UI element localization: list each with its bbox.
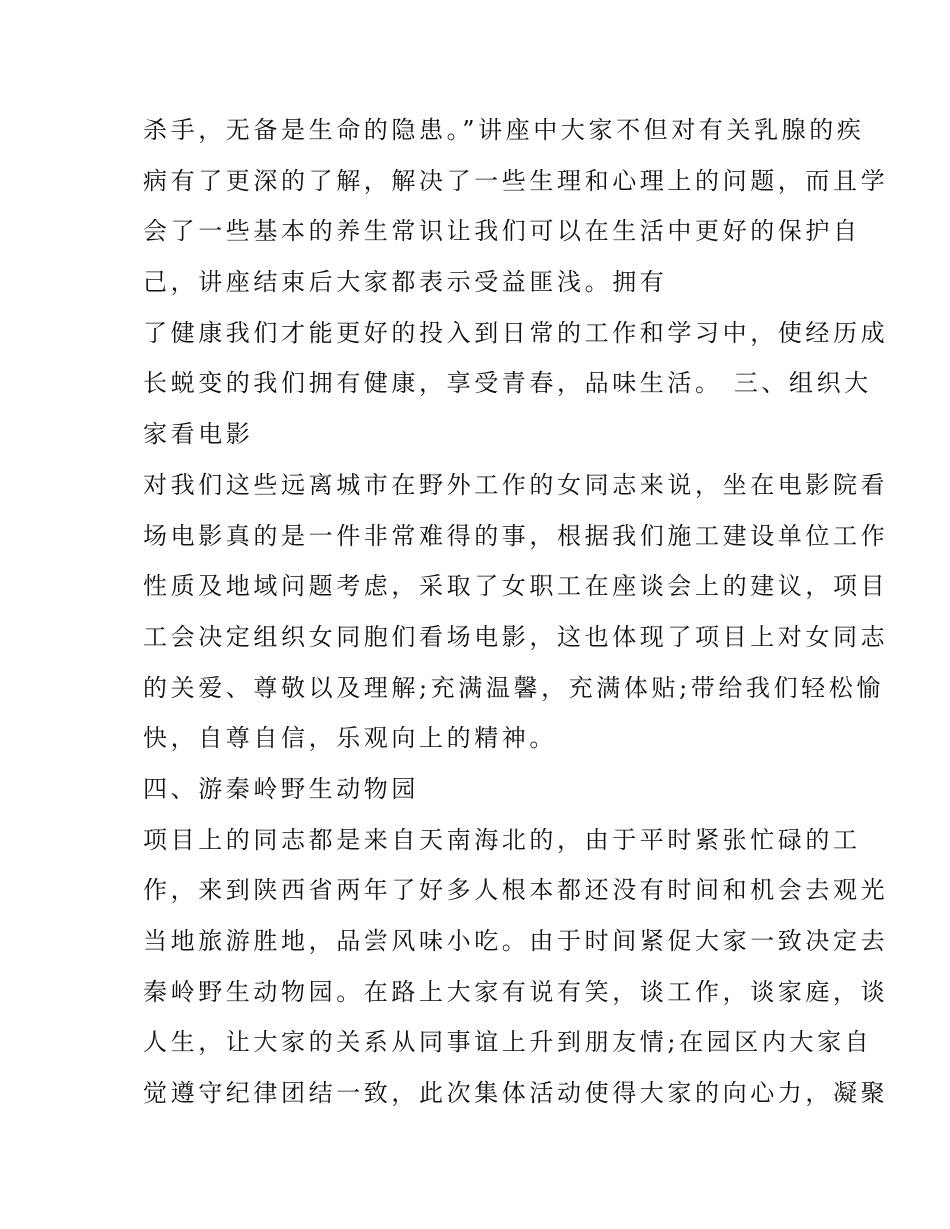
text-line: 觉遵守纪律团结一致，此次集体活动使得大家的向心力，凝聚 [143,1079,889,1108]
text-line: 长蜕变的我们拥有健康，享受青春，品味生活。 三、组织大 [143,369,872,398]
text-line: 快，自尊自信，乐观向上的精神。 [143,724,557,753]
text-line: 秦岭野生动物园。在路上大家有说有笑，谈工作，谈家庭，谈 [143,977,889,1006]
text-line: 性质及地域问题考虑，采取了女职工在座谈会上的建议，项目 [143,572,889,601]
text-line: 项目上的同志都是来自天南海北的，由于平时紧张忙碌的工 [143,825,861,854]
section-heading-line: 家看电影 [143,420,254,449]
text-line: 的关爱、尊敬以及理解;充满温馨，充满体贴;带给我们轻松愉 [143,673,884,702]
text-line: 己，讲座结束后大家都表示受益匪浅。拥有 [143,268,668,297]
text-line: 人生，让大家的关系从同事谊上升到朋友情;在园区内大家自 [143,1028,873,1057]
text-line: 了健康我们才能更好的投入到日常的工作和学习中，使经历成 [143,318,889,347]
document-body [143,105,889,1119]
text-line: 作，来到陕西省两年了好多人根本都还没有时间和机会去观光 [143,876,889,905]
text-line: 场电影真的是一件非常难得的事，根据我们施工建设单位工作 [143,521,889,550]
text-line: 当地旅游胜地，品尝风味小吃。由于时间紧促大家一致决定去 [143,927,889,955]
text-line: 杀手，无备是生命的隐患。”讲座中大家不但对有关乳腺的疾 [143,116,865,144]
text-line: 对我们这些远离城市在野外工作的女同志来说，坐在电影院看 [143,470,889,499]
text-line: 会了一些基本的养生常识让我们可以在生活中更好的保护自 [143,217,861,246]
section-heading: 四、游秦岭野生动物园 [143,774,419,803]
text-line: 工会决定组织女同胞们看场电影，这也体现了项目上对女同志 [143,622,889,651]
text-line: 病有了更深的了解，解决了一些生理和心理上的问题，而且学 [143,166,889,195]
